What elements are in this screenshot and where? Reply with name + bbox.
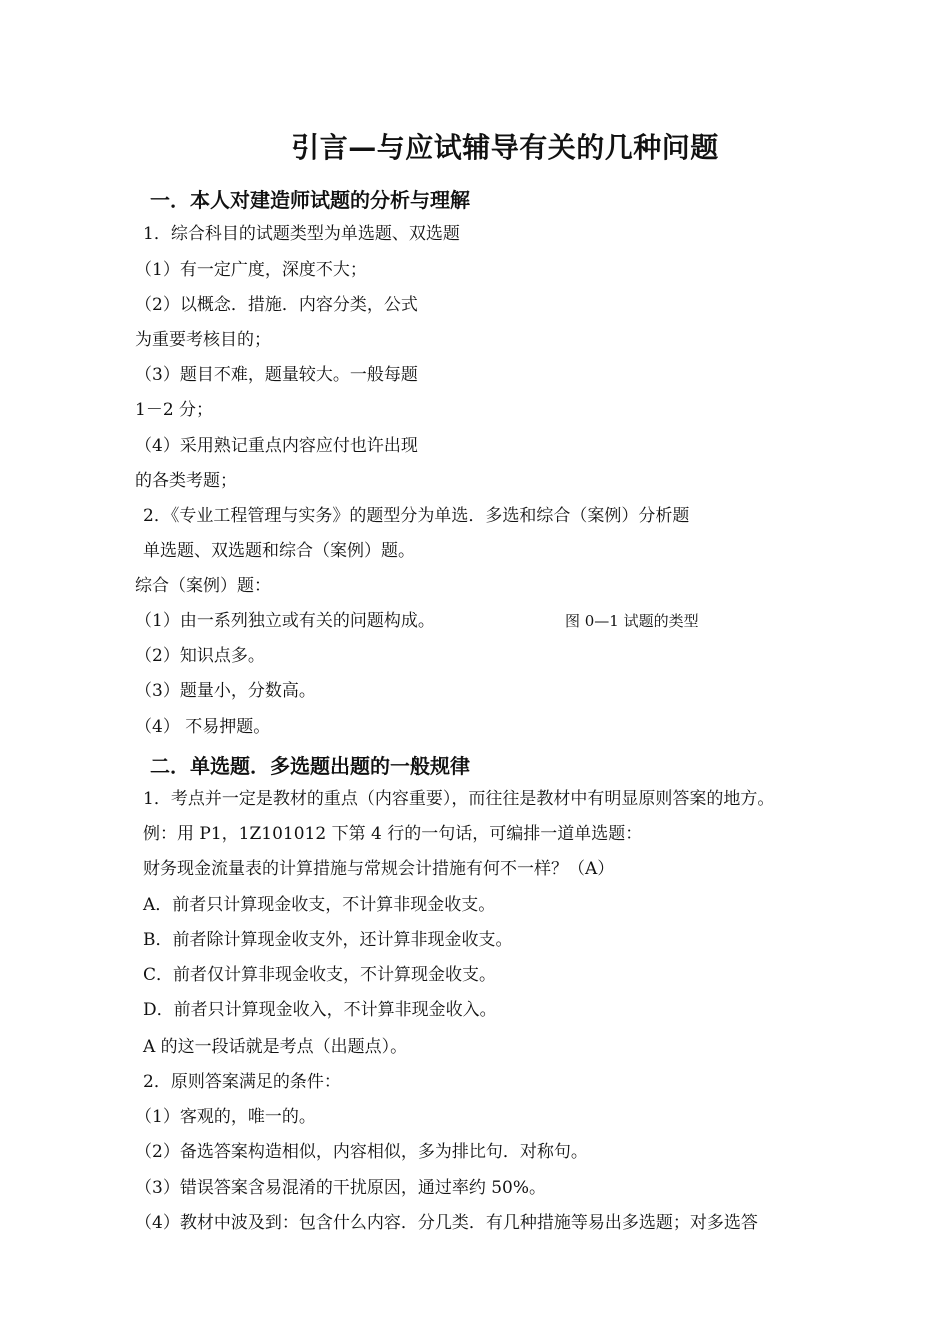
paragraph-line: （1）有一定广度，深度不大； xyxy=(135,260,367,280)
paragraph-line: 1．考点并一定是教材的重点（内容重要），而往往是教材中有明显原则答案的地方。 xyxy=(143,789,775,809)
paragraph-line: A 的这一段话就是考点（出题点）。 xyxy=(143,1037,408,1057)
paragraph-line: 财务现金流量表的计算措施与常规会计措施有何不一样？（A） xyxy=(143,859,615,879)
paragraph-line: 综合（案例）题： xyxy=(135,576,271,596)
option-line: C．前者仅计算非现金收支，不计算现金收支。 xyxy=(143,965,497,985)
paragraph-line: 例：用 P1，1Z101012 下第 4 行的一句话，可编排一道单选题： xyxy=(143,824,643,844)
paragraph-line: 单选题、双选题和综合（案例）题。 xyxy=(143,541,415,561)
paragraph-line: （2）知识点多。 xyxy=(135,646,265,666)
option-line: A．前者只计算现金收支，不计算非现金收支。 xyxy=(143,895,496,915)
paragraph-line: 2．《专业工程管理与实务》的题型分为单选．多选和综合（案例）分析题 xyxy=(143,506,690,526)
paragraph-line: 为重要考核目的； xyxy=(135,330,271,350)
paragraph-line: 的各类考题； xyxy=(135,471,237,491)
figure-caption: 图 0—1 试题的类型 xyxy=(565,612,699,630)
paragraph-line: （2）以概念．措施．内容分类，公式 xyxy=(135,295,418,315)
paragraph-line: （4）教材中波及到：包含什么内容．分几类．有几种措施等易出多选题；对多选答 xyxy=(135,1213,758,1233)
paragraph-line: （3）题目不难，题量较大。一般每题 xyxy=(135,365,418,385)
page-title: 引言—与应试辅导有关的几种问题 xyxy=(291,131,719,164)
section-heading-2: 二．单选题．多选题出题的一般规律 xyxy=(150,754,470,778)
paragraph-line: （2）备选答案构造相似，内容相似，多为排比句．对称句。 xyxy=(135,1142,588,1162)
paragraph-line: （4）采用熟记重点内容应付也许出现 xyxy=(135,436,418,456)
section-heading-1: 一．本人对建造师试题的分析与理解 xyxy=(150,188,470,212)
option-line: B．前者除计算现金收支外，还计算非现金收支。 xyxy=(143,930,513,950)
paragraph-line: 1．综合科目的试题类型为单选题、双选题 xyxy=(143,224,460,244)
paragraph-line: （1）由一系列独立或有关的问题构成。 xyxy=(135,611,435,631)
option-line: D．前者只计算现金收入，不计算非现金收入。 xyxy=(143,1000,497,1020)
paragraph-line: （3）题量小，分数高。 xyxy=(135,681,316,701)
paragraph-line: 1－2 分； xyxy=(135,400,214,420)
paragraph-line: （3）错误答案含易混淆的干扰原因，通过率约 50%。 xyxy=(135,1178,547,1198)
paragraph-line: 2．原则答案满足的条件： xyxy=(143,1072,341,1092)
paragraph-line: （1）客观的，唯一的。 xyxy=(135,1107,316,1127)
paragraph-line: （4） 不易押题。 xyxy=(135,717,271,737)
